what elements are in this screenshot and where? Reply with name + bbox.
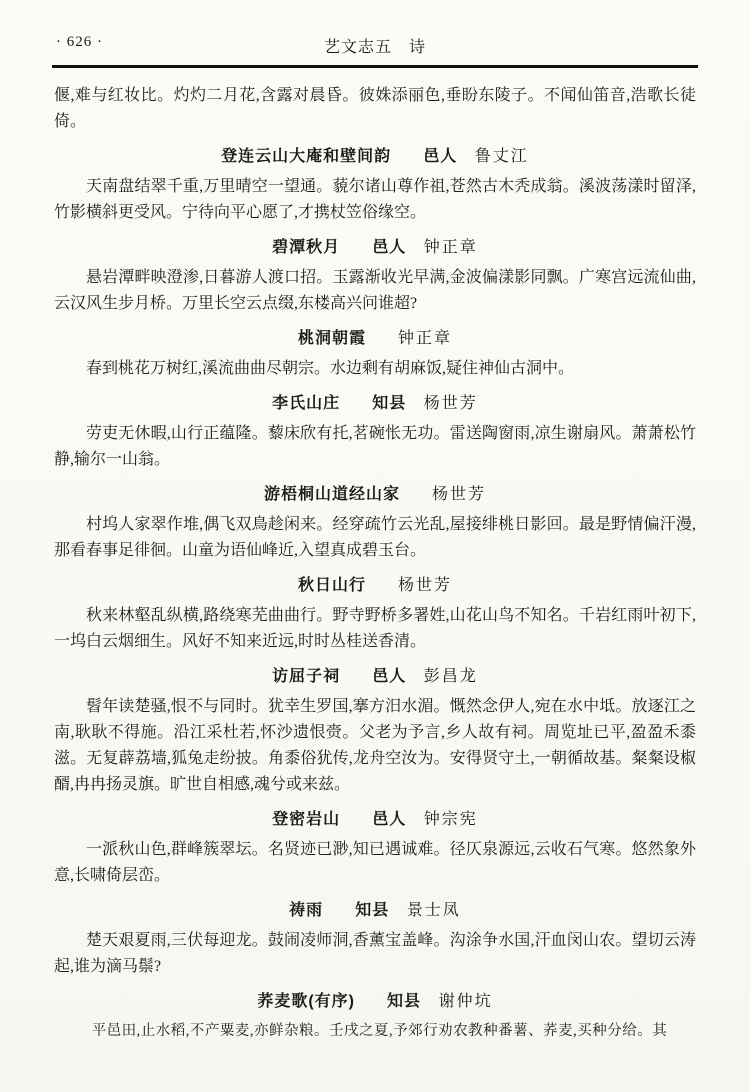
poem-title-row: [54, 990, 696, 1014]
poem-section-6: [54, 574, 696, 655]
poem-title: 荞麦歌(有序): [257, 993, 356, 1010]
poem-section-9: [54, 899, 696, 980]
poem-author: 钟正章: [398, 330, 453, 347]
poem-author-role: 知县: [372, 395, 407, 412]
poem-title-row: [54, 665, 696, 689]
continuation-paragraph: 偃,难与红妆比。灼灼二月花,含露对晨昏。彼姝添丽色,垂盼东陵子。不闻仙笛音,浩歌长徒倚。: [54, 87, 696, 130]
poem-author: 景士凤: [406, 902, 461, 919]
poem-title-row: [54, 483, 696, 507]
poem-title: 游梧桐山道经山家: [263, 486, 400, 503]
poem-section-1: [54, 145, 696, 226]
poem-author: 鲁丈江: [474, 148, 529, 165]
poem-body: 髫年读楚骚,恨不与同时。犹幸生罗国,搴方汨水湄。慨然念伊人,宛在水中坻。放逐江之南,耿耿不得施。沿江采杜若,怀沙遗恨赍。父老为予言,乡人故有祠。周览址已平,盈盈禾黍滋。无复薜荔墙,狐兔走纷披。角黍俗犹传,龙舟空汝为。安得贤守土,一朝循故基。粲粲设椒醑,冉冉扬灵旗。旷世自相感,魂兮或来兹。: [54, 698, 696, 793]
poem-author: 钟宗宪: [423, 811, 478, 828]
poem-preface-body: 平邑田,止水稻,不产粟麦,亦鲜杂粮。壬戌之夏,予郊行劝农教种番薯、荞麦,买种分给。其: [91, 1023, 668, 1039]
poem-title: 碧潭秋月: [272, 239, 341, 256]
poem-body: 劳吏无休暇,山行正蕴隆。藜床欣有托,茗碗怅无功。雷送陶窗雨,凉生谢扇风。萧萧松竹静,输尔一山翁。: [54, 425, 696, 468]
poem-author: 杨世芳: [432, 486, 487, 503]
poem-author: 杨世芳: [398, 577, 453, 594]
poem-title: 桃洞朝霞: [297, 330, 366, 347]
poem-author-role: 知县: [355, 902, 390, 919]
page-header: [54, 34, 696, 56]
poem-body: 一派秋山色,群峰簇翠坛。名贤迹已渺,知已遇诚难。径仄泉源远,云收石气寒。悠然象外意,长啸倚层峦。: [54, 841, 696, 884]
poem-author: 杨世芳: [423, 395, 478, 412]
poem-author-role: 邑人: [423, 148, 458, 165]
poem-title-row: [54, 327, 696, 351]
header-divider: [52, 65, 698, 68]
poem-section-4: [54, 392, 696, 473]
poem-author-role: 邑人: [372, 239, 407, 256]
poem-body: 天南盘结翠千重,万里晴空一望通。藐尔诸山尊作祖,苍然古木秃成翁。溪波荡漾时留泽,竹影横斜更受风。宁待向平心愿了,才携杖笠俗缘空。: [54, 178, 696, 221]
poem-title: 登连云山大庵和壁间韵: [221, 148, 392, 165]
poem-title: 李氏山庄: [272, 395, 341, 412]
poem-title: 秋日山行: [297, 577, 366, 594]
poem-section-8: [54, 808, 696, 889]
poem-author-role: 邑人: [372, 668, 407, 685]
poem-body: 悬岩潭畔映澄渗,日暮游人渡口招。玉露渐收光早满,金波偏漾影同飘。广寒宫远流仙曲,云汉风生步月桥。万里长空云点缀,东楼高兴问谁超?: [54, 269, 696, 312]
poem-author: 彭昌龙: [423, 668, 478, 685]
page-number: · 626 ·: [56, 34, 103, 50]
poem-section-3: [54, 327, 696, 382]
poem-body: 秋来林壑乱纵横,路绕寒芜曲曲行。野寺野桥多署姓,山花山鸟不知名。千岩红雨叶初下,一坞白云烟细生。风好不知来近远,时时丛桂送香清。: [54, 607, 696, 650]
poem-section-2: [54, 236, 696, 317]
poem-title-row: [54, 392, 696, 416]
poem-section-5: [54, 483, 696, 564]
poem-title-row: [54, 808, 696, 832]
poem-author-role: 邑人: [372, 811, 407, 828]
poem-title-row: [54, 145, 696, 169]
poem-section-10: [54, 990, 696, 1043]
poem-author-role: 知县: [387, 993, 422, 1010]
poem-title: 访屈子祠: [272, 668, 341, 685]
poem-section-7: [54, 665, 696, 798]
poem-title-row: [54, 236, 696, 260]
poem-title: 祷雨: [289, 902, 324, 919]
running-head-title: 艺文志五 诗: [323, 39, 426, 56]
poem-title-row: [54, 899, 696, 923]
poem-body: 村坞人家翠作堆,偶飞双鳥趁闲来。经穿疏竹云光乱,屋接绯桃日影回。最是野情偏汗漫,那看春事足徘徊。山童为语仙峰近,入望真成碧玉台。: [54, 516, 696, 559]
poem-title: 登密岩山: [272, 811, 341, 828]
poem-author: 钟正章: [423, 239, 478, 256]
poem-body: 楚天艰夏雨,三伏每迎龙。鼓闹凌师洞,香薰宝盖峰。沟涂争水国,汗血闵山农。望切云涛起,谁为滴马鬃?: [54, 932, 696, 975]
poem-author: 谢仲坑: [438, 993, 493, 1010]
poem-title-row: [54, 574, 696, 598]
poem-body: 春到桃花万树红,溪流曲曲尽朝宗。水边剩有胡麻饭,疑住神仙古洞中。: [86, 360, 575, 377]
